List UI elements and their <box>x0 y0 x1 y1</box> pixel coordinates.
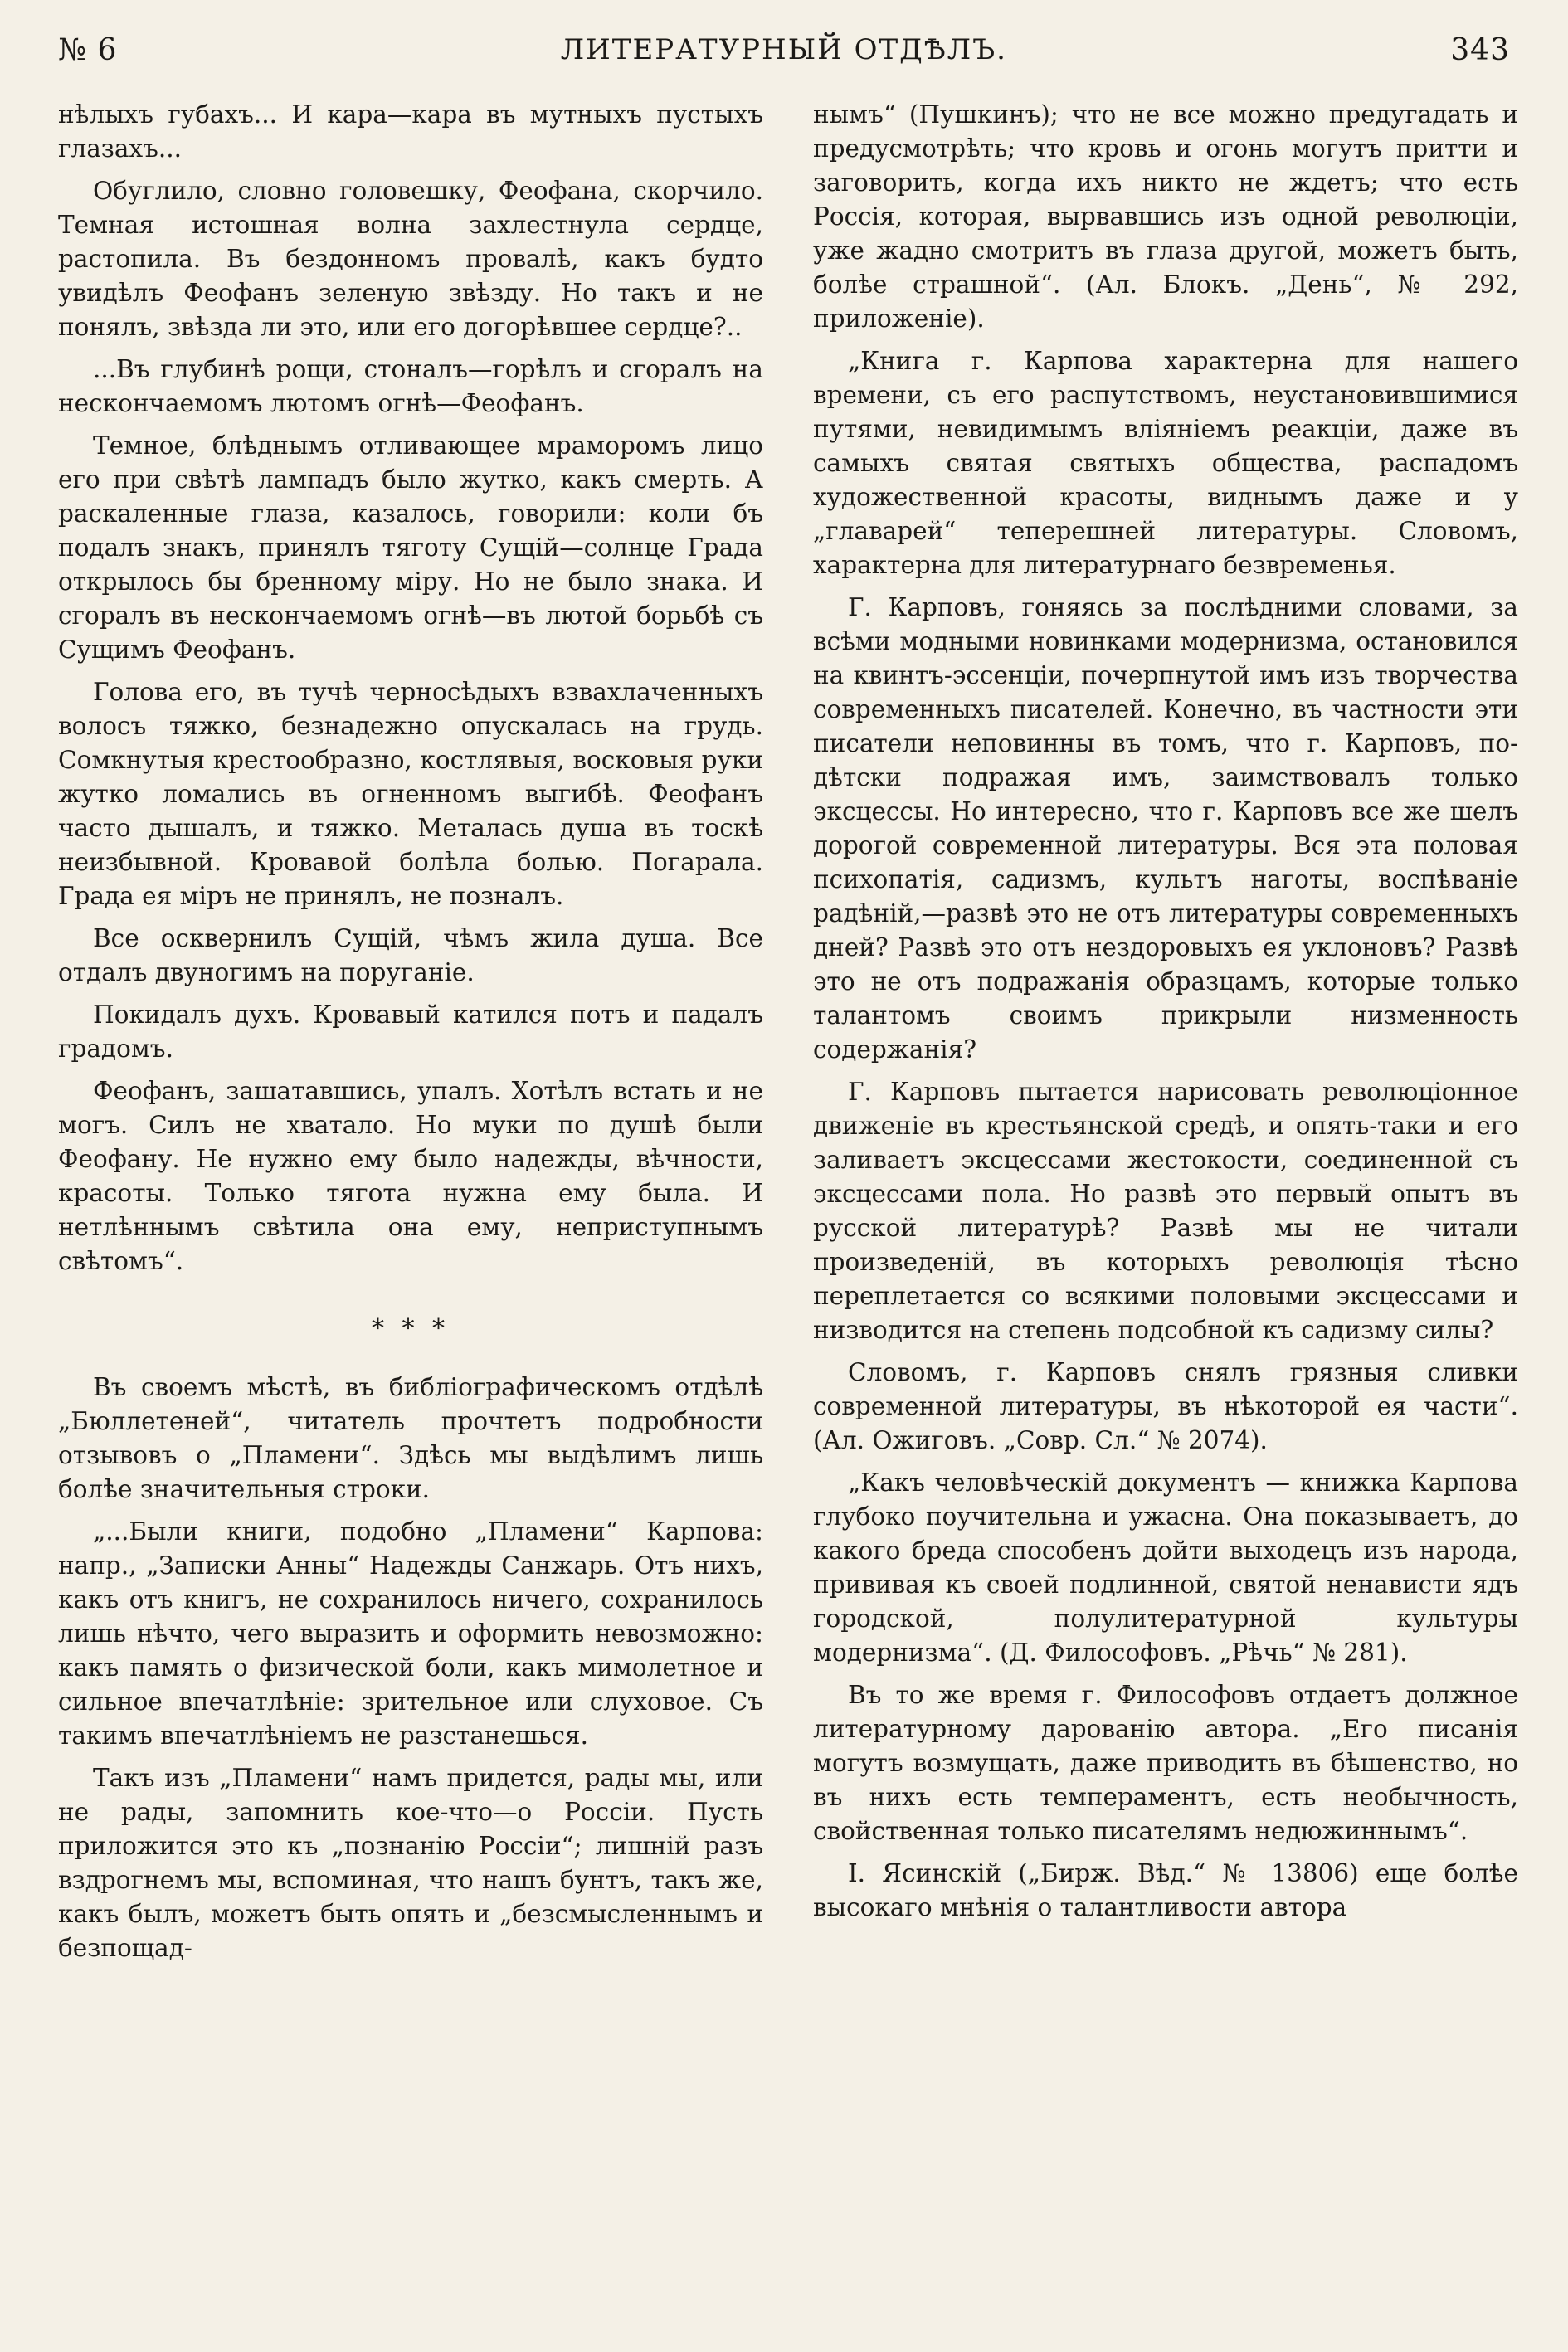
paragraph: ...Въ глубинѣ рощи, стоналъ—горѣлъ и сгоралъ на нескончаемомъ лютомъ огнѣ—Феофанъ. <box>58 355 763 417</box>
section-separator: * * * <box>371 1314 450 1343</box>
paragraph: Г. Карповъ, гоняясь за послѣдними словами, за всѣми модными новинками модернизма, остановился на квинтъ-эссенціи, почерпнутой имъ изъ творчества современныхъ писателей. Конечно, въ частности эти писатели неповинны въ томъ, что г. Карповъ, по-дѣтски подражая имъ, заимствовалъ только эксцессы. Но интересно, что г. Карповъ все же шелъ дорогой современной литературы. Вся эта половая психопатія, садизмъ, культъ наготы, воспѣваніе радѣній,—развѣ это не отъ литературы современныхъ дней? Развѣ это отъ нездоровыхъ ея уклоновъ? Развѣ это не отъ подражанія образцамъ, которые только талантомъ своимъ прикрыли низменность содержанія? <box>813 593 1518 1064</box>
paragraph: „Какъ человѣческій документъ — книжка Карпова глубоко поучительна и ужасна. Она показываетъ, до какого бреда способенъ дойти выходецъ изъ народа, прививая къ своей подлинной, святой ненависти ядъ городской, полулитературной культуры модернизма“. (Д. Философовъ. „Рѣчь“ № 281). <box>813 1468 1518 1667</box>
paragraph: I. Ясинскій („Бирж. Вѣд.“ № 13806) еще болѣе высокаго мнѣнія о талантливости автора <box>813 1859 1518 1921</box>
paragraph: Словомъ, г. Карповъ снялъ грязныя сливки современной литературы, въ нѣкоторой ея части“. (Ал. Ожиговъ. „Совр. Сл.“ № 2074). <box>813 1358 1518 1454</box>
paragraph: Г. Карповъ пытается нарисовать революціонное движеніе въ крестьянской средѣ, и опять-таки и его заливаетъ эксцессами жестокости, соединенной съ эксцессами пола. Но развѣ это первый опытъ въ русской литературѣ? Развѣ мы не читали произведеній, въ которыхъ революція тѣсно переплетается со всякими половыми эксцессами и низводится на степень подсобной къ садизму силы? <box>813 1078 1518 1344</box>
paragraph: Въ своемъ мѣстѣ, въ библіографическомъ отдѣлѣ „Бюллетеней“, читатель прочтетъ подробности отзывовъ о „Пламени“. Здѣсь мы выдѣлимъ лишь болѣе значительныя строки. <box>58 1373 763 1503</box>
paragraph: Феофанъ, зашатавшись, упалъ. Хотѣлъ встать и не могъ. Силъ не хватало. Но муки по душѣ были Феофану. Не нужно ему было надежды, вѣчности, красоты. Только тягота нужна ему была. И нетлѣннымъ свѣтила она ему, неприступнымъ свѣтомъ“. <box>58 1077 763 1275</box>
page-header <box>58 27 1510 73</box>
left-column <box>58 98 763 2327</box>
paragraph: Въ то же время г. Философовъ отдаетъ должное литературному дарованію автора. „Его писанія могутъ возмущать, даже приводить въ бѣшенство, но въ нихъ есть темпераментъ, есть необычность, свойственная только писателямъ недюжиннымъ“. <box>813 1681 1518 1845</box>
paragraph: нѣлыхъ губахъ... И кара—кара въ мутныхъ пустыхъ глазахъ... <box>58 100 763 163</box>
paragraph: нымъ“ (Пушкинъ); что не все можно предугадать и предусмотрѣть; что кровь и огонь могутъ притти и заговорить, когда ихъ никто не ждетъ; что есть Россія, которая, вырвавшись изъ одной революціи, уже жадно смотритъ въ глаза другой, можетъ быть, болѣе страшной“. (Ал. Блокъ. „День“, № 292, приложеніе). <box>813 100 1518 333</box>
paragraph: „Книга г. Карпова характерна для нашего времени, съ его распутствомъ, неустановившимися путями, невидимымъ вліяніемъ реакціи, даже въ самыхъ святая святыхъ общества, распадомъ художественной красоты, виднымъ даже и у „главарей“ теперешней литературы. Словомъ, характерна для литературнаго безвременья. <box>813 347 1518 579</box>
paragraph: Темное, блѣднымъ отливающее мраморомъ лицо его при свѣтѣ лампадъ было жутко, какъ смерть. А раскаленные глаза, казалось, говорили: коли бъ подалъ знакъ, принялъ тяготу Сущій—солнце Града открылось бы бренному міру. Но не было знака. И сгоралъ въ нескончаемомъ огнѣ—въ лютой борьбѣ съ Сущимъ Феофанъ. <box>58 431 763 664</box>
paragraph: Обуглило, словно головешку, Феофана, скорчило. Темная истошная волна захлестнула сердце, растопила. Въ бездонномъ провалѣ, какъ будто увидѣлъ Феофанъ зеленую звѣзду. Но такъ и не понялъ, звѣзда ли это, или его догорѣвшее сердце?.. <box>58 177 763 341</box>
paragraph: Голова его, въ тучѣ черноcѣдыхъ взвахлаченныхъ волосъ тяжко, безнадежно опускалась на грудь. Сомкнутыя крестообразно, костлявыя, восковыя руки жутко ломались въ огненномъ выгибѣ. Феофанъ часто дышалъ, и тяжко. Металась душа въ тоскѣ неизбывной. Кровавой болѣла болью. Погарала. Града ея міръ не принялъ, не позналъ. <box>58 678 763 910</box>
text-columns <box>58 98 1518 2327</box>
section-title: ЛИТЕРАТУРНЫЙ ОТДѢЛЪ. <box>560 33 1007 66</box>
page-number: 343 <box>1450 32 1510 67</box>
issue-number: № 6 <box>58 32 118 67</box>
paragraph: Такъ изъ „Пламени“ намъ придется, рады мы, или не рады, запомнить кое-что—о Россіи. Пусть приложится это къ „познанію Россіи“; лишній разъ вздрогнемъ мы, вспоминая, что нашъ бунтъ, такъ же, какъ былъ, можетъ быть опять и „безсмысленнымъ и безпощад- <box>58 1764 763 1962</box>
paragraph: Все осквернилъ Сущій, чѣмъ жила душа. Все отдалъ двуногимъ на поруганіе. <box>58 924 763 986</box>
paragraph: Покидалъ духъ. Кровавый катился потъ и падалъ градомъ. <box>58 1001 763 1063</box>
paragraph: „...Были книги, подобно „Пламени“ Карпова: напр., „Записки Анны“ Надежды Санжарь. Отъ нихъ, какъ отъ книгъ, не сохранилось ничего, сохранилось лишь нѣчто, чего выразить и оформить невозможно: какъ память о физической боли, какъ мимолетное и сильное впечатлѣніе: зрительное или слуховое. Съ такимъ впечатлѣніемъ не разстанешься. <box>58 1517 763 1750</box>
right-column <box>813 98 1518 2327</box>
